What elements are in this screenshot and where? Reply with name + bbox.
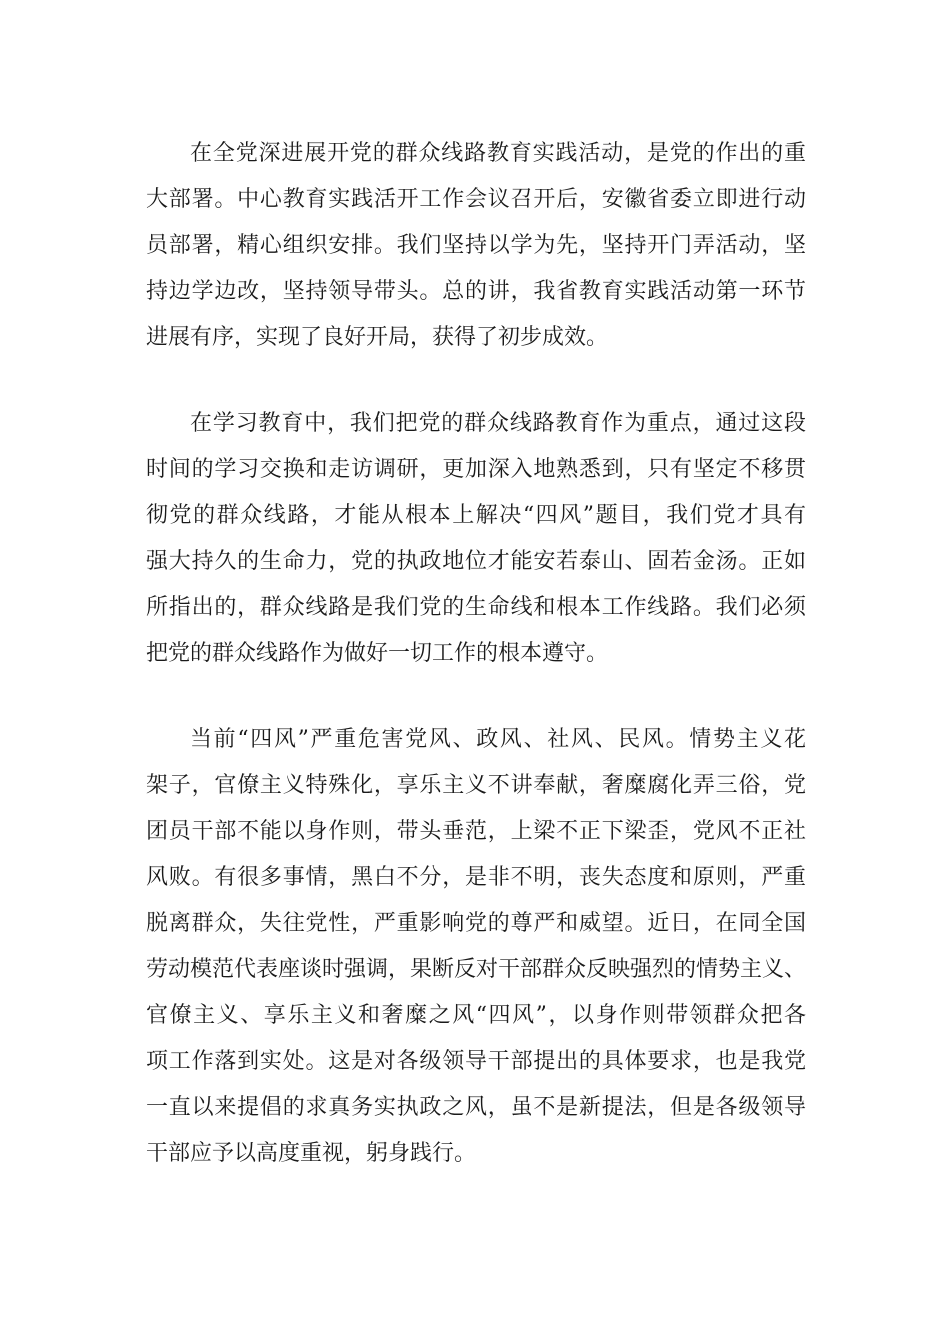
document-body — [146, 131, 806, 1217]
text-line: 持边学边改，坚持领导带头。总的讲，我省教育实践活动第一环节 — [146, 279, 806, 304]
text-line: 当前“四风”严重危害党风、政风、社风、民风。情势主义花 — [190, 727, 806, 752]
text-line: 时间的学习交换和走访调研，更加深入地熟悉到，只有坚定不移贯 — [146, 457, 806, 482]
text-line: 把党的群众线路作为做好一切工作的根本遵守。 — [146, 641, 609, 666]
text-line: 大部署。中心教育实践活开工作会议召开后，安徽省委立即进行动 — [146, 187, 806, 212]
text-line: 劳动模范代表座谈时强调，果断反对干部群众反映强烈的情势主义、 — [146, 957, 807, 982]
text-line: 彻党的群众线路，才能从根本上解决“四风”题目，我们党才具有 — [146, 503, 806, 528]
text-line: 项工作落到实处。这是对各级领导干部提出的具体要求，也是我党 — [146, 1049, 806, 1074]
text-line: 进展有序，实现了良好开局，获得了初步成效。 — [146, 325, 609, 350]
text-line: 团员干部不能以身作则，带头垂范，上梁不正下梁歪，党风不正社 — [146, 819, 806, 844]
text-line: 强大持久的生命力，党的执政地位才能安若泰山、固若金汤。正如 — [146, 549, 806, 574]
text-line: 一直以来提倡的求真务实执政之风，虽不是新提法，但是各级领导 — [146, 1095, 806, 1120]
text-line: 在全党深进展开党的群众线路教育实践活动，是党的作出的重 — [190, 141, 806, 166]
text-line: 所指出的，群众线路是我们党的生命线和根本工作线路。我们必须 — [146, 595, 806, 620]
text-line: 风败。有很多事情，黑白不分，是非不明，丧失态度和原则，严重 — [146, 865, 806, 890]
paragraph-2 — [146, 401, 806, 677]
paragraph-3 — [146, 717, 806, 1177]
text-line: 干部应予以高度重视，躬身践行。 — [146, 1141, 477, 1166]
text-line: 员部署，精心组织安排。我们坚持以学为先，坚持开门弄活动，坚 — [146, 233, 806, 258]
text-line: 在学习教育中，我们把党的群众线路教育作为重点，通过这段 — [190, 411, 806, 436]
text-line: 脱离群众，失往党性，严重影响党的尊严和威望。近日，在同全国 — [146, 911, 806, 936]
paragraph-1 — [146, 131, 806, 361]
text-line: 架子，官僚主义特殊化，享乐主义不讲奉献，奢糜腐化弄三俗，党 — [146, 773, 806, 798]
text-line: 官僚主义、享乐主义和奢糜之风“四风”，以身作则带领群众把各 — [146, 1003, 806, 1028]
